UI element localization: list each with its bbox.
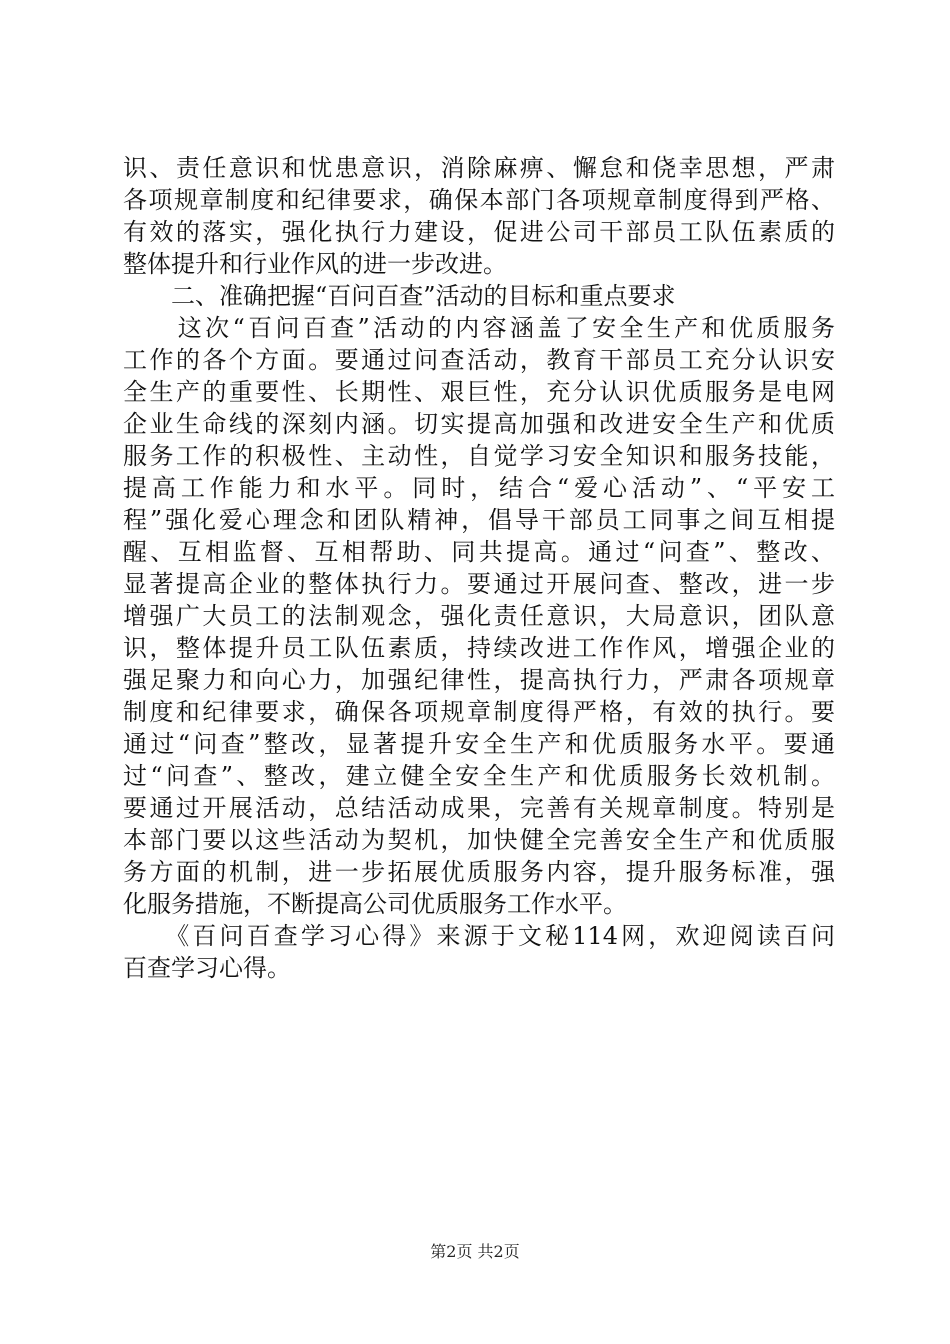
text-line: 提高工作能力和水平。同时，结合“爱心活动”、“平安工: [123, 474, 835, 502]
section-heading: 二、准确把握“百问百查”活动的目标和重点要求: [123, 282, 676, 310]
text-line: 程”强化爱心理念和团队精神，倡导干部员工同事之间互相提: [123, 506, 835, 534]
page-number-footer: 第2页 共2页: [430, 1242, 520, 1261]
text-line: 化服务措施，不断提高公司优质服务工作水平。: [123, 890, 627, 918]
text-line: 制度和纪律要求，确保各项规章制度得严格，有效的执行。要: [123, 698, 835, 726]
source-note-line: 百查学习心得。: [123, 954, 291, 982]
text-line: 整体提升和行业作风的进一步改进。: [123, 250, 507, 278]
text-line: 全生产的重要性、长期性、艰巨性，充分认识优质服务是电网: [123, 378, 835, 406]
text-line: 有效的落实，强化执行力建设，促进公司干部员工队伍素质的: [123, 218, 835, 246]
text-line: 醒、互相监督、互相帮助、同共提高。通过“问查”、整改、: [123, 538, 835, 566]
text-line: 服务工作的积极性、主动性，自觉学习安全知识和服务技能，: [123, 442, 835, 470]
source-note-line: 《百问百查学习心得》来源于文秘114网，欢迎阅读百问: [123, 922, 835, 950]
text-line: 这次“百问百查”活动的内容涵盖了安全生产和优质服务: [123, 314, 835, 342]
text-line: 通过“问查”整改，显著提升安全生产和优质服务水平。要通: [123, 730, 835, 758]
text-line: 本部门要以这些活动为契机，加快健全完善安全生产和优质服: [123, 826, 835, 854]
text-line: 强足聚力和向心力，加强纪律性，提高执行力，严肃各项规章: [123, 666, 835, 694]
document-body: [123, 152, 835, 984]
text-line: 识，整体提升员工队伍素质，持续改进工作作风，增强企业的: [123, 634, 835, 662]
text-line: 显著提高企业的整体执行力。要通过开展问查、整改，进一步: [123, 570, 835, 598]
text-line: 要通过开展活动，总结活动成果，完善有关规章制度。特别是: [123, 794, 835, 822]
text-line: 务方面的机制，进一步拓展优质服务内容，提升服务标准，强: [123, 858, 835, 886]
text-line: 增强广大员工的法制观念，强化责任意识，大局意识，团队意: [123, 602, 835, 630]
text-line: 企业生命线的深刻内涵。切实提高加强和改进安全生产和优质: [123, 410, 835, 438]
text-line: 识、责任意识和忧患意识，消除麻痹、懈怠和侥幸思想，严肃: [123, 154, 835, 182]
text-line: 各项规章制度和纪律要求，确保本部门各项规章制度得到严格、: [123, 186, 835, 214]
text-line: 过“问查”、整改，建立健全安全生产和优质服务长效机制。: [123, 762, 835, 790]
text-line: 工作的各个方面。要通过问查活动，教育干部员工充分认识安: [123, 346, 835, 374]
